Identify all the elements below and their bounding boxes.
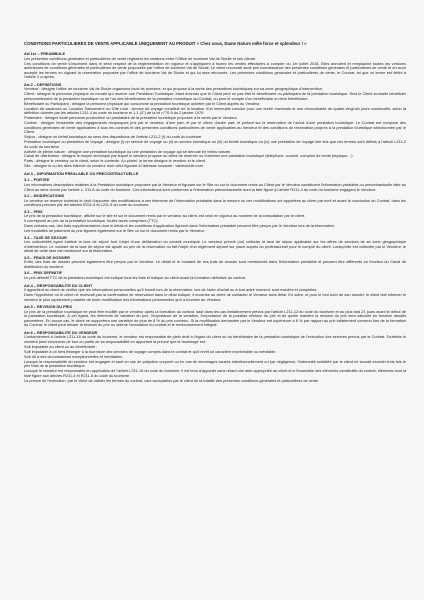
section-heading: Art.1er – PREAMBULE [24,52,66,57]
section [24,331,406,383]
section [24,284,406,303]
section-heading: 3.6 – PRIX DEFINITIF [24,271,63,276]
section-paragraph: Il correspond au prix de la prestation touristique, toutes taxes comprises (TTC). [24,219,159,224]
section-paragraph: Parts : désigne le vendeur ou le client, selon le contexte. Au pluriel, le terme désigne le vendeur et le client. [24,159,207,164]
document-title: CONDITIONS PARTICULIERES DE VENTE APPLICABLE UNIQUEMENT AU PRODUIT « Chez nous, Dame Nature mêle force et splendeur ! » [24,41,307,46]
section-heading: 3.5 – FRAIS DE DOSSIER [24,255,70,260]
section [24,256,406,270]
section-paragraph: Il appartient au client de vérifier que les informations personnelles qu'il fournit lors de la réservation, lors de l'acte d'achat ou à tout autre moment, sont exactes et complètes. [24,288,318,293]
section-paragraph: Le prix définitif TTC de la prestation touristique est indiqué tous les frais et indiqué au client avant la formation définitive du contrat. [24,276,246,281]
section-paragraph: Les collectivités ayant institué la taxe de séjour font l'objet d'une délibération du conseil municipal. Le vendeur prévoit (ou) collecter la taxe de séjour applicable sur les offres de services de sa zone géographique d'intervention. Le montant de la taxe de séjour est ajouté au prix de la réservation ou fait l'objet d'un règlement séparé sur place auprès du professionnel pour le compte du client. Lorsqu'elle est collectée par le Vendeur, le détail de cette taxe est mentionné sur la réservation. [24,240,406,254]
section-paragraph: Conformément à l'article L211-16 du code du tourisme, le vendeur est responsable de plein droit à l'égard du client ou du bénéficiaire de la prestation touristique de l'exécution des services prévus par le Contrat. Toutefois le vendeur peut s'exonérer de tout ou partie de sa responsabilité en apportant la preuve que le dommage est : [24,335,406,344]
section-paragraph: Bénéficiaire ou Participant : désigne la personne physique qui consomme la prestation touristique achetée par le Client auprès du Vendeur. [24,101,261,106]
section-paragraph: Dans certains cas, des frais supplémentaires dont le détail et les conditions d'application figurent dans l'information préalable peuvent être perçus par le Vendeur lors de la réservation. [24,224,336,229]
section-paragraph: La preuve de l'exécution, par le client de valider les termes du contrat, vaut acceptation par le client de la totalité des présentes conditions générales et particulières de vente. [24,378,320,383]
section-paragraph: Canal de distribution : désigne le moyen technique par lequel le vendeur propose au client de réserver ou d'acheter une prestation touristique (téléphone, courriel, comptoir de vente physique…). [24,154,354,159]
section-heading: 3.1 – PORTEE [24,178,50,183]
section-paragraph: Séjour : désigne un forfait touristique au sens des dispositions de l'article L211-2 (I) du code du tourisme. [24,135,203,140]
section [24,210,406,234]
section-heading: 3.3 – PRIX [24,209,43,214]
section-paragraph: Les informations descriptives relatives à la Prestation touristique proposée par le Vendeur et figurant sur le Site ou sur le document remis au Client par le Vendeur constituent l'information préalable ou précontractuelle faite au Client au sens donné par l'article L. 211-8 du code du tourisme. Ces informations sont conformes à l'information précontractuelle dont la liste figure à l'article R211-4 du code du tourisme engagent le Vendeur. [24,183,406,192]
section-paragraph: Prestation touristique ou prestation de voyage : désigne (i) un service de voyage ou (ii) un service touristique ou (iii) un forfait touristique ou (iv) une prestation de voyage liée tels que ces termes sont définis à l'article L211-2 du code du tourisme. [24,140,406,149]
section-heading: Art.6 – RESPONSABILITE DU VENDEUR [24,330,98,335]
section-paragraph: Le prix de la prestation touristique, affiché sur le site et sur le document remis par le vendeur au client, est celui en vigueur au moment de la consultation par le client. [24,214,306,219]
section-paragraph: Partenaire : désigne toute personne productrice ou prestataire de la prestation touristique proposée à la vente par le Vendeur. [24,116,238,121]
section [24,172,406,177]
section-paragraph: Soit imputable au client ou au bénéficiaire ; [24,344,98,349]
section-paragraph: Lorsque la responsabilité du vendeur est engagée et sauf en cas de préjudice corporel ou en cas de dommages causés intentionnellement ou par négligence, l'indemnité sollicitée par le client ne saurait excéder trois fois le prix total de la prestation touristique. [24,359,406,369]
section-paragraph: Le vendeur se réserve toutefois le droit d'apporter des modifications à ces éléments de l'information préalable dans la mesure où ces modifications ont apportées au client par écrit et avant la conclusion du Contrat, dans les conditions prévues par les articles R211-5 et L211-9 du code du tourisme. [24,198,406,208]
section [24,52,406,80]
section [24,305,406,328]
section [24,83,406,169]
section [24,236,406,254]
section-heading: 3.2 – MODIFICATIONS [24,194,65,199]
section-paragraph: Vendeur : désigne l'office de tourisme Val de Sioule organisme local de tourisme, et qui propose à la vente des prestations touristiques sur sa zone géographique d'intervention. [24,87,323,92]
section-heading: Art.5 – REVISION DU PRIX [24,305,73,310]
section [24,194,406,208]
section-paragraph: Soit dû à des circonstances exceptionnelles et inévitables. [24,354,124,359]
section-paragraph: Site : désigne le ou les sites internet du vendeur dont celui figurant à l'adresse suivante : valdesioule.com [24,164,203,169]
section [24,271,406,280]
section-paragraph: Client : désigne la personne physique ou morale qui réserve une Prestation Touristique, étant entendu que le Client peut ne pas être le bénéficiaire ou participant de la prestation touristique. Seul le Client souhaite bénéficier personnellement de la prestation touristique ou de l'un des bénéficiaires de la prestation touristique au Contrat, ou pour le compte d'un bénéficiaire un tiers bénéficiaire. [24,92,406,101]
section-heading: Art.3 – INFORMATION PREALABLE OU PRECONTRACTUELLE [24,171,139,176]
section-paragraph: Les présentes conditions générales et particulières de vente régissent les relations entre l'Office de tourisme Val de Sioule et ses clients. [24,56,256,61]
document-body [24,41,406,586]
section-paragraph: Le prix de la prestation touristique ne peut être modifié par le vendeur après la formation du contrat, sauf dans les cas limitativement prévus par l'article L211-12 du code du tourisme et au plus tard 21 jours avant le début de la prestation touristique. À cet égard, les éléments de variation du prix, l'importance de la variation, l'importance de la possible révision du prix et de quelle manière la révision du prix sera calculée en fonction desdits paramètres. En aucun cas, le client ne supportera une variation de plus de 8 % du prix convenu. Si la modification demandée par le Vendeur est supérieure à 8 % par rapport au prix initialement convenu lors de la formation du Contrat, le client peut refuser la révision du prix ou obtenir l'annulation du contrat et le remboursement intégral. [24,309,406,328]
section-paragraph: Activité de pleine nature : désigne une prestation touristique ou une prestation de voyage qui se déroule en milieu naturel. [24,149,232,154]
section-paragraph: Enfin, des frais de dossier peuvent également être perçus par le Vendeur. Le détail et le montant de ces frais de dossier sont mentionnés dans l'information préalable et peuvent être différents en fonction du Canal de distribution du vendeur. [24,260,406,269]
section-heading: 3.4 – TAXE DE SEJOUR [24,235,67,240]
section-paragraph: Ces conditions de vente s'inscrivent dans le strict respect de la réglementation en vigueur et s'appliquent à toutes les ventes effectuées à compter du 1er juillet 2018. Elles annulent et remplacent toutes les versions antérieures de conditions générales et particulières de vente proposées par l'office de tourisme Val de Sioule. Le client reconnaît avoir pris connaissance des présentes conditions générales et particulières de vente et en avoir accepté les termes en signant la réservation proposée par l'office de tourisme Val de Sioule et qui lui sera retournée. Les présentes conditions générales et particulières de vente, le Contrat, tel que ce terme est défini à l'article 2 ci-après. [24,61,406,80]
section-heading: Art.2 – DEFINITIONS [24,82,62,87]
section [24,178,406,192]
section-paragraph: Soit imputable à un tiers étranger à la fourniture des services de voyage compris dans le contrat et qu'il revêt un caractère imprévisible ou inévitable. [24,349,277,354]
section-paragraph: Contrat : désigne l'ensemble des engagements réciproques pris par le vendeur, d'une part, et par le client, d'autre part, et portant sur la réservation de l'achat d'une prestation touristique. Le Contrat est composé des conditions générales de vente applicables à tous les contrats et des présentes conditions particulières de vente applicables au Vendeur et des conditions de réservation propres à la prestation touristique sélectionnée par le Client. [24,121,406,135]
section-paragraph: Location de vacances ou Location Saisonnière ou Gîte rural : service de voyage constitué de la location d'un immeuble conclue pour une durée maximale et non renouvelable de quatre-vingt-dix jours consécutifs, selon la définition donnée par les articles L211-4 du code du tourisme et 1-1 (2°) de la loi n°70-9 du 2 janvier 1970. [24,106,406,116]
section-paragraph: Lorsque le vendeur est responsable en application de l'article L211-16 du code du tourisme, il est tenu d'apporter sans retard une aide appropriée au client et à l'ensemble des éléments constitutifs du contrat, éléments dont la liste figure aux articles R211-4 et R211-6 du code du tourisme. [24,369,406,378]
sections-container [24,52,406,383]
section-paragraph: Les modalités de paiement du prix figurent également sur le Site ou sur le document remis par le Vendeur. [24,229,205,234]
section-paragraph: Dans l'hypothèse où le client ne recevrait pas la confirmation de réservation dans le délai indiqué, il incombe au client de contacter le Vendeur sans délai. En outre, et pour le bon suivi de son dossier, le client doit informer le vendeur le plus rapidement possible de toute modification des informations personnelles qu'il a fournies au Vendeur. [24,293,406,302]
section-heading: Art.4 – RESPONSABILITE DU CLIENT [24,283,93,288]
